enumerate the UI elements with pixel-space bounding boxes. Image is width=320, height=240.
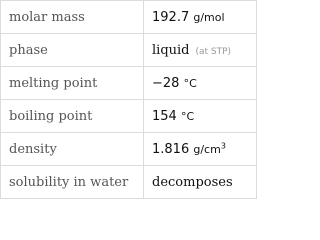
property-label: melting point [1,67,144,100]
value-text: liquid [152,42,190,58]
value-number: 1.816 [152,141,190,157]
value-unit: g/mol [193,10,225,24]
property-label: molar mass [1,1,144,34]
table-row [1,100,257,133]
value-number: 154 [152,108,177,124]
property-value [144,1,257,34]
property-label: density [1,133,144,166]
unit-base: g/cm [193,142,221,156]
unit-exponent: 3 [220,140,226,150]
property-value [144,100,257,133]
property-value [144,133,257,166]
value-unit: °C [183,76,197,90]
value-unit: °C [180,109,195,123]
property-value [144,166,257,199]
property-label: boiling point [1,100,144,133]
property-value [144,34,257,67]
table-row [1,34,257,67]
table-row [1,166,257,199]
value-number: 192.7 [152,9,190,25]
value-number: −28 [152,75,180,91]
table-row [1,133,257,166]
property-value [144,67,257,100]
property-label: phase [1,34,144,67]
value-text: decomposes [152,174,233,190]
value-unit [193,140,226,156]
table-row [1,67,257,100]
table-row [1,1,257,34]
property-label: solubility in water [1,166,144,199]
value-note: (at STP) [195,46,232,57]
